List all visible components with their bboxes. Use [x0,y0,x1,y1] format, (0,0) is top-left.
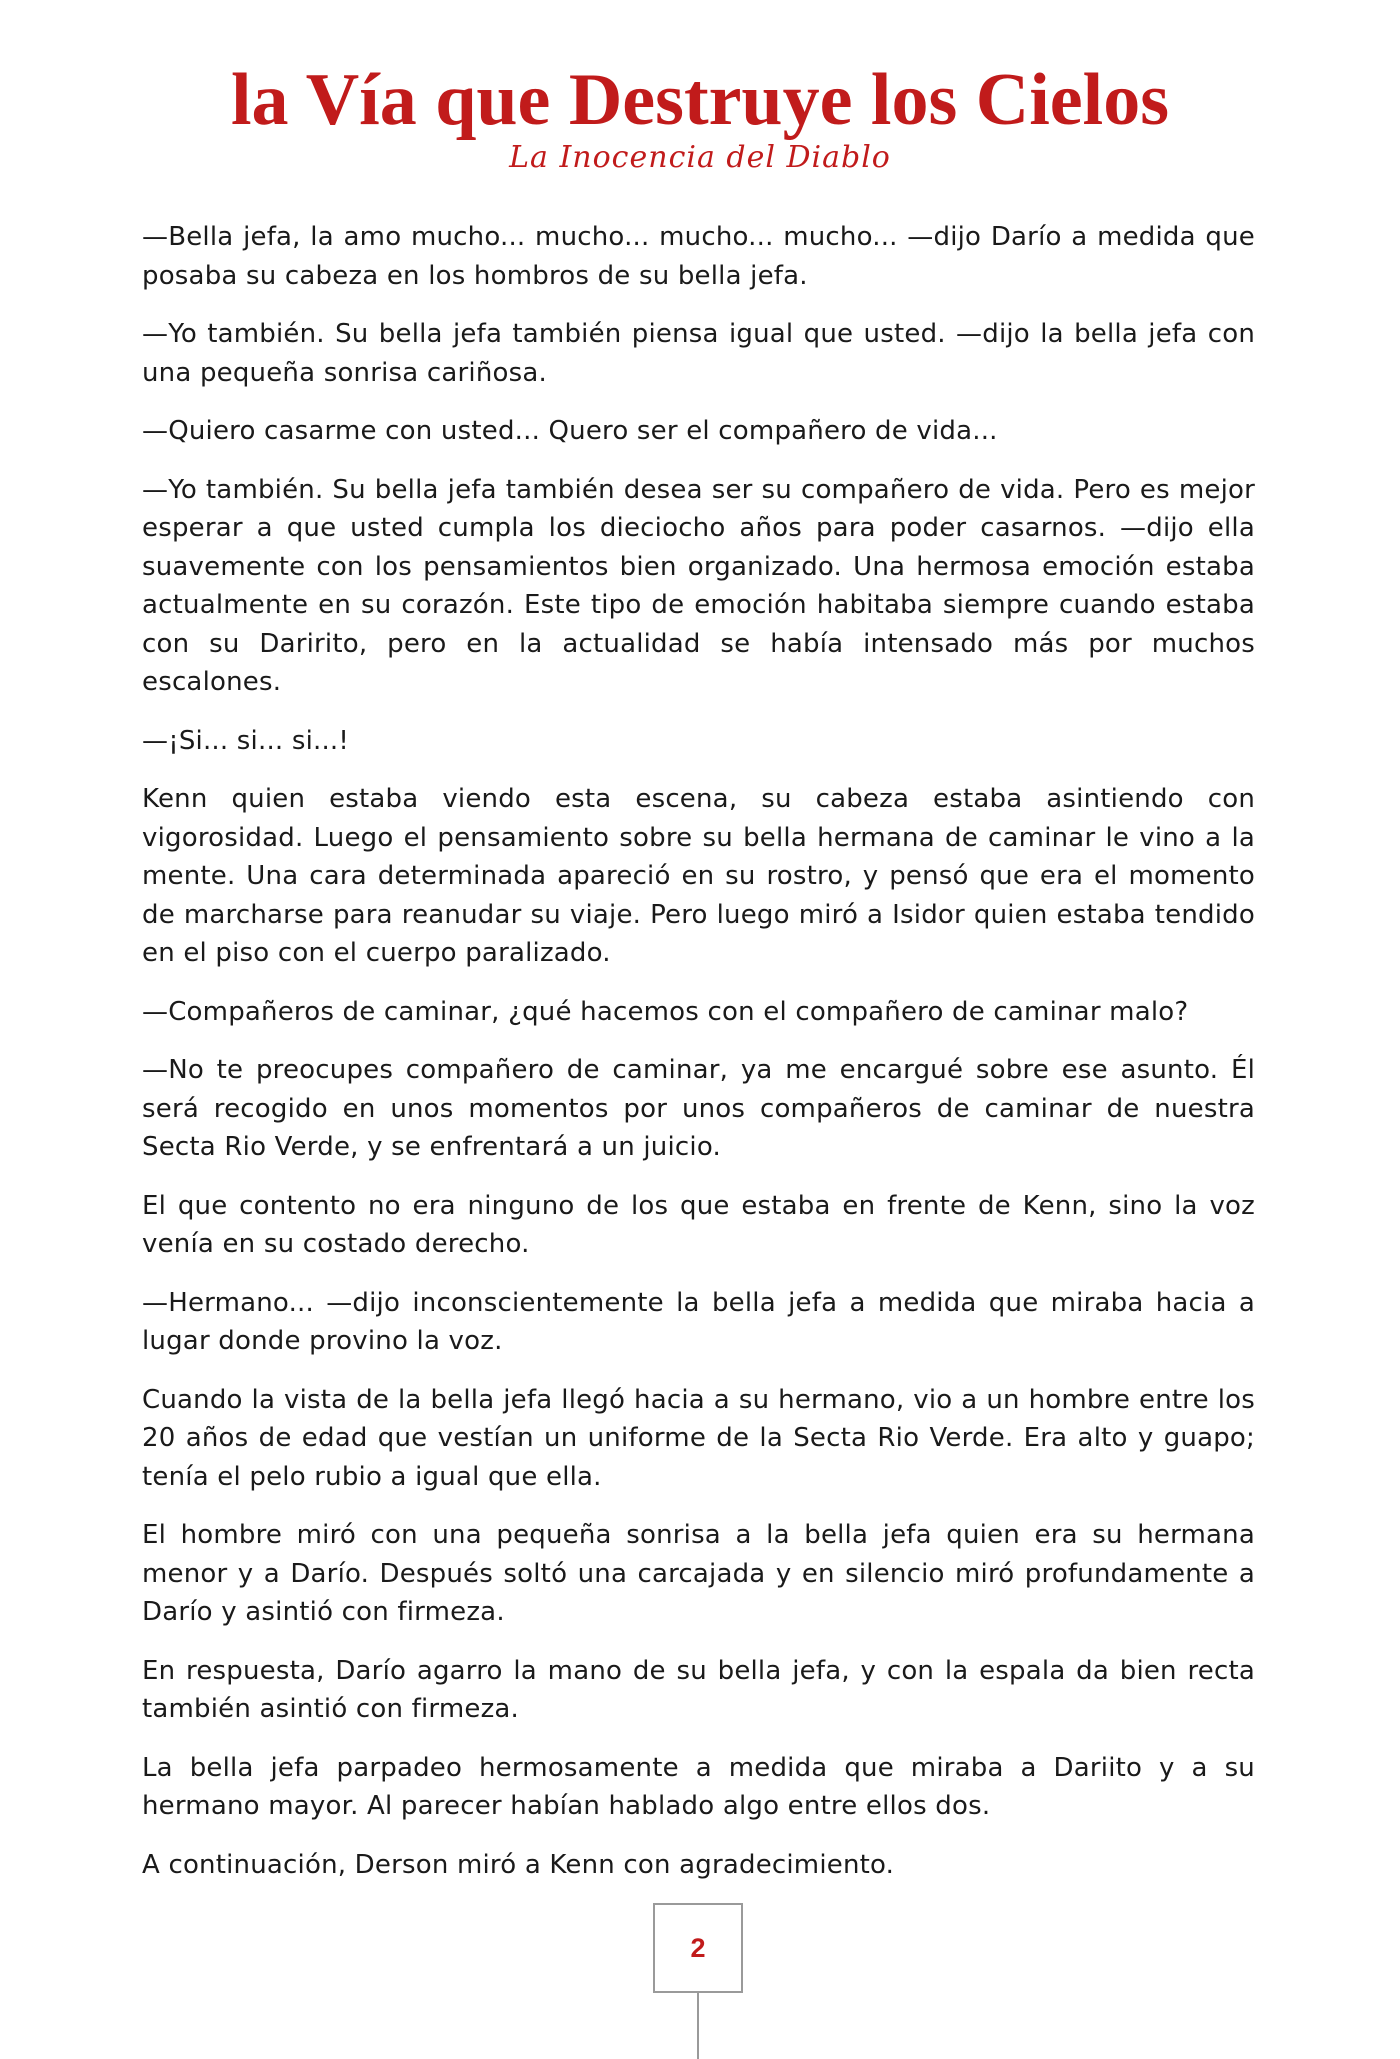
paragraph: —¡Si... si... si...! [142,725,350,756]
page-number-box [653,1903,743,1993]
paragraph: El que contento no era ninguno de los que estaba en frente de Kenn, sino la voz venía en su costado derecho. [142,1190,1255,1259]
page-number-stem [697,1993,699,2059]
paragraph: —No te preocupes compañero de caminar, ya me encargué sobre ese asunto. Él será recogido en unos momentos por unos compañeros de caminar de nuestra Secta Rio Verde, y se enfrentará a un juicio. [142,1055,1255,1162]
paragraph: —Yo también. Su bella jefa también desea ser su compañero de vida. Pero es mejor esperar a que usted cumpla los dieciocho años para poder casarnos. —dijo ella suavemente con los pensamientos bien organizado. Una hermosa emoción estaba actualmente en su corazón. Este tipo de emoción habitaba siempre cuando estaba con su Daririto, pero en la actualidad se había intensado más por muchos escalones. [142,474,1255,697]
paragraph: —Quiero casarme con usted... Quero ser el compañero de vida... [142,416,998,446]
chapter-subtitle: La Inocencia del Diablo [509,140,891,175]
book-title: la Vía que Destruye los Cielos [230,59,1169,141]
page-header [0,60,1400,176]
paragraph: En respuesta, Darío agarro la mano de su bella jefa, y con la espala da bien recta también asintió con firmeza. [142,1655,1255,1724]
paragraph: Cuando la vista de la bella jefa llegó hacia a su hermano, vio a un hombre entre los 20 años de edad que vestían un uniforme de la Secta Rio Verde. Era alto y guapo; tenía el pelo rubio a igual que ella. [142,1384,1255,1492]
paragraph: —Yo también. Su bella jefa también piensa igual que usted. —dijo la bella jefa con una pequeña sonrisa cariñosa. [142,319,1255,388]
paragraph: La bella jefa parpadeo hermosamente a medida que miraba a Dariito y a su hermano mayor. Al parecer habían hablado algo entre ellos dos. [142,1752,1255,1821]
paragraph: —Compañeros de caminar, ¿qué hacemos con el compañero de caminar malo? [142,996,1189,1027]
body-text [142,218,1255,1904]
paragraph: A continuación, Derson miró a Kenn con agradecimiento. [142,1849,895,1880]
paragraph: El hombre miró con una pequeña sonrisa a la bella jefa quien era su hermana menor y a Darío. Después soltó una carcajada y en silencio miró profundamente a Darío y asintió con firmeza. [142,1520,1255,1627]
paragraph: —Bella jefa, la amo mucho... mucho... mucho... mucho... —dijo Darío a medida que posaba su cabeza en los hombros de su bella jefa. [142,222,1255,291]
paragraph: —Hermano... —dijo inconscientemente la bella jefa a medida que miraba hacia a lugar donde provino la voz. [142,1287,1255,1356]
paragraph: Kenn quien estaba viendo esta escena, su cabeza estaba asintiendo con vigorosidad. Luego el pensamiento sobre su bella hermana de caminar le vino a la mente. Una cara determinada apareció en su rostro, y pensó que era el momento de marcharse para reanudar su viaje. Pero luego miró a Isidor quien estaba tendido en el piso con el cuerpo paralizado. [142,784,1255,968]
page-number: 2 [690,1932,706,1963]
